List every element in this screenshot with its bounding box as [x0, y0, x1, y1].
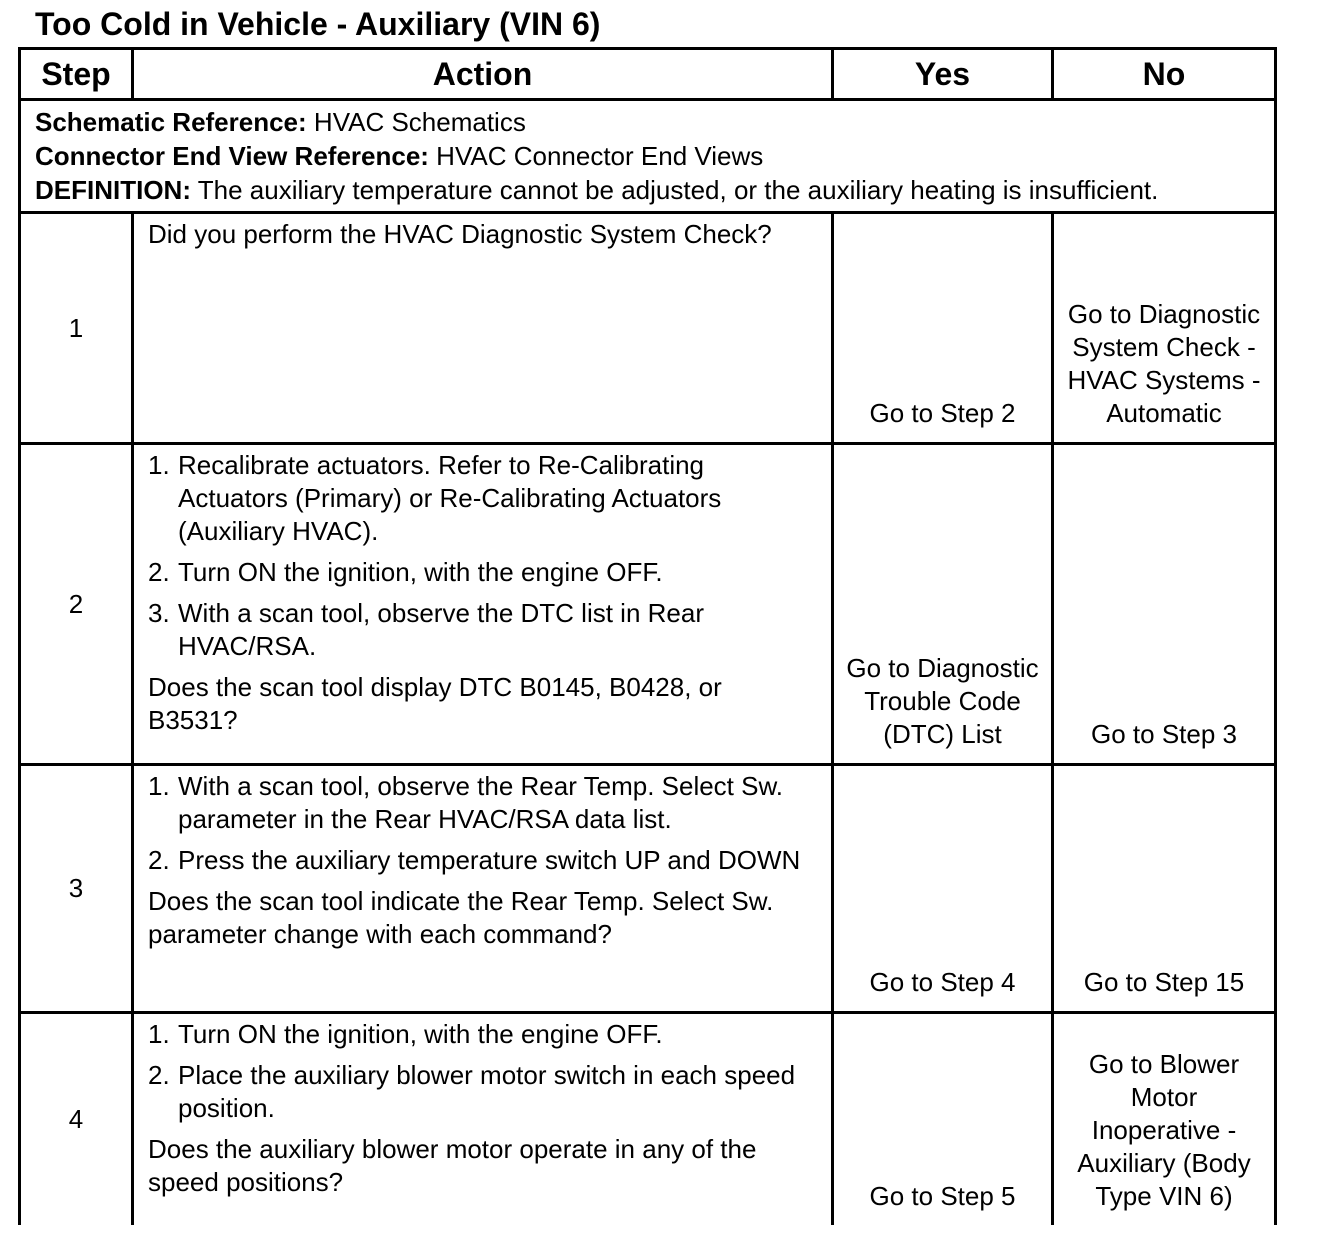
table-row — [20, 444, 1276, 765]
list-item — [148, 770, 817, 836]
step-number: 1 — [20, 213, 133, 444]
action-question: Does the auxiliary blower motor operate in any of the speed positions? — [148, 1134, 757, 1197]
yes-cell: Go to Step 4 — [833, 765, 1053, 1013]
action-cell — [133, 1013, 833, 1225]
action-steps — [148, 1018, 817, 1125]
action-cell — [133, 765, 833, 1013]
item-number: 2. — [148, 845, 170, 875]
action-steps — [148, 449, 817, 663]
no-cell: Go to Step 3 — [1053, 444, 1276, 765]
list-item — [148, 597, 817, 663]
list-item — [148, 449, 817, 548]
header-row — [20, 49, 1276, 100]
no-cell: Go to Diagnostic System Check - HVAC Systems - Automatic — [1053, 213, 1276, 444]
table-row — [20, 1013, 1276, 1225]
step-number: 4 — [20, 1013, 133, 1225]
item-number: 1. — [148, 1019, 170, 1049]
item-text: With a scan tool, observe the DTC list in Rear HVAC/RSA. — [178, 598, 704, 661]
schematic-label: Schematic Reference: — [35, 107, 307, 137]
item-text: With a scan tool, observe the Rear Temp. Select Sw. parameter in the Rear HVAC/RSA data list. — [178, 771, 784, 834]
reference-cell — [20, 100, 1276, 213]
step-number: 3 — [20, 765, 133, 1013]
item-text: Turn ON the ignition, with the engine OFF. — [178, 557, 663, 587]
action-question: Does the scan tool display DTC B0145, B0428, or B3531? — [148, 672, 722, 735]
diagnostic-table — [18, 47, 1277, 1225]
item-text: Turn ON the ignition, with the engine OFF. — [178, 1019, 663, 1049]
definition-value: The auxiliary temperature cannot be adjusted, or the auxiliary heating is insufficient. — [191, 175, 1159, 205]
header-step: Step — [20, 49, 133, 100]
connector-label: Connector End View Reference: — [35, 141, 429, 171]
item-text: Place the auxiliary blower motor switch in each speed position. — [178, 1060, 796, 1123]
definition — [35, 173, 1260, 207]
item-number: 1. — [148, 771, 170, 801]
definition-label: DEFINITION: — [35, 175, 191, 205]
item-text: Recalibrate actuators. Refer to Re-Calibrating Actuators (Primary) or Re-Calibrating Actuators (Auxiliary HVAC). — [178, 450, 722, 546]
yes-cell: Go to Diagnostic Trouble Code (DTC) List — [833, 444, 1053, 765]
header-yes: Yes — [833, 49, 1053, 100]
no-cell: Go to Step 15 — [1053, 765, 1276, 1013]
action-steps — [148, 770, 817, 877]
item-number: 3. — [148, 598, 170, 628]
connector-value: HVAC Connector End Views — [428, 141, 764, 171]
item-number: 2. — [148, 557, 170, 587]
header-no: No — [1053, 49, 1276, 100]
item-text: Press the auxiliary temperature switch UP and DOWN — [178, 845, 801, 875]
list-item — [148, 1059, 817, 1125]
list-item — [148, 556, 817, 589]
item-number: 1. — [148, 450, 170, 480]
yes-cell: Go to Step 5 — [833, 1013, 1053, 1225]
header-action: Action — [133, 49, 833, 100]
action-question: Did you perform the HVAC Diagnostic System Check? — [148, 219, 772, 249]
list-item — [148, 844, 817, 877]
page-title: Too Cold in Vehicle - Auxiliary (VIN 6) — [35, 6, 601, 42]
list-item — [148, 1018, 817, 1051]
item-number: 2. — [148, 1060, 170, 1090]
yes-cell: Go to Step 2 — [833, 213, 1053, 444]
action-question: Does the scan tool indicate the Rear Temp. Select Sw. parameter change with each command? — [148, 886, 774, 949]
table-row — [20, 765, 1276, 1013]
schematic-value: HVAC Schematics — [306, 107, 526, 137]
action-cell — [133, 444, 833, 765]
schematic-reference — [35, 105, 1260, 139]
action-cell — [133, 213, 833, 444]
connector-reference — [35, 139, 1260, 173]
table-row — [20, 213, 1276, 444]
no-cell: Go to Blower Motor Inoperative - Auxiliary (Body Type VIN 6) — [1053, 1013, 1276, 1225]
reference-row — [20, 100, 1276, 213]
step-number: 2 — [20, 444, 133, 765]
